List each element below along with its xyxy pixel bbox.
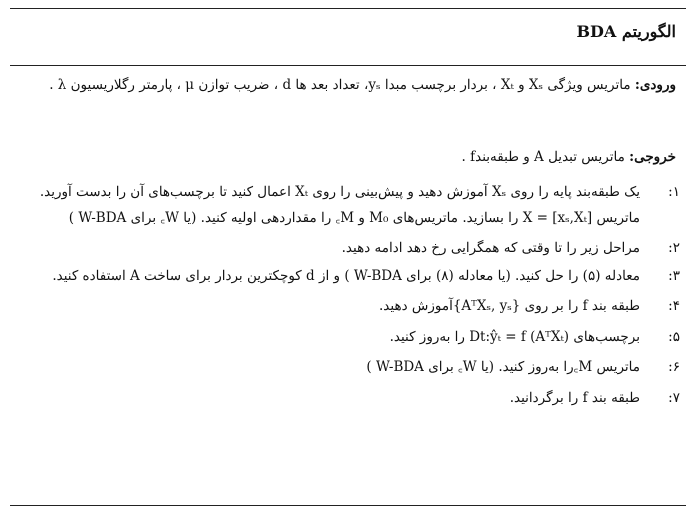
step-7 <box>14 386 680 412</box>
output-section <box>14 144 676 171</box>
step-number: ۱: <box>668 184 680 200</box>
step-text: یک طبقه‌بند پایه را روی Xₛ آموزش دهید و پیش‌بینی را روی Xₜ اعمال کنید تا برچسب‌های آن را بدست آورید. ماتریس X = [xₛ,Xₜ] را بسازید. ماتریس‌های M₀ و M꜀ را مقداردهی اولیه کنید. (یا W꜀ برای W-BDA ) <box>39 184 640 226</box>
input-section <box>14 72 676 99</box>
step-text: طبقه بند f را برگردانید. <box>509 389 640 406</box>
step-number: ۶: <box>668 359 680 375</box>
step-number: ۲: <box>668 240 680 256</box>
algorithm-title: الگوریتم BDA <box>576 22 676 41</box>
step-number: ۷: <box>668 389 680 406</box>
step-4 <box>14 294 680 320</box>
input-text: ماتریس ویژگی Xₛ و Xₜ ، بردار برچسب مبدا yₛ، تعداد بعد ها d ، ضریب توازن μ ، پارمتر رگلاریسیون λ . <box>49 77 631 93</box>
step-5 <box>14 325 680 351</box>
step-6 <box>14 355 680 381</box>
step-3 <box>14 264 680 290</box>
step-number: ۳: <box>668 267 680 284</box>
step-number: ۴: <box>668 298 680 314</box>
input-label: ورودی: <box>634 77 676 93</box>
step-list <box>14 180 680 411</box>
step-text: برچسب‌های Dt:ŷₜ = f (AᵀXₜ) را به‌روز کنید. <box>389 328 640 345</box>
output-text: ماتریس تبدیل A و طبقه‌بندf . <box>461 149 625 165</box>
step-text: طبقه بند f را بر روی {AᵀXₛ, yₛ}آموزش دهید. <box>379 298 640 314</box>
step-1 <box>14 180 680 231</box>
output-label: خروجی: <box>629 149 676 165</box>
step-text: معادله (۵) را حل کنید. (یا معادله (۸) برای W-BDA ) و از d کوچکترین بردار برای ساخت A استفاده کنید. <box>52 267 640 284</box>
step-2 <box>14 236 680 262</box>
bottom-rule <box>10 505 686 506</box>
step-text: مراحل زیر را تا وقتی که همگرایی رخ دهد ادامه دهید. <box>341 240 640 256</box>
header-rule <box>10 65 686 66</box>
step-text: ماتریس M꜀را به‌روز کنید. (یا W꜀ برای W-BDA ) <box>366 359 640 375</box>
top-rule <box>10 8 686 9</box>
step-number: ۵: <box>668 328 680 345</box>
